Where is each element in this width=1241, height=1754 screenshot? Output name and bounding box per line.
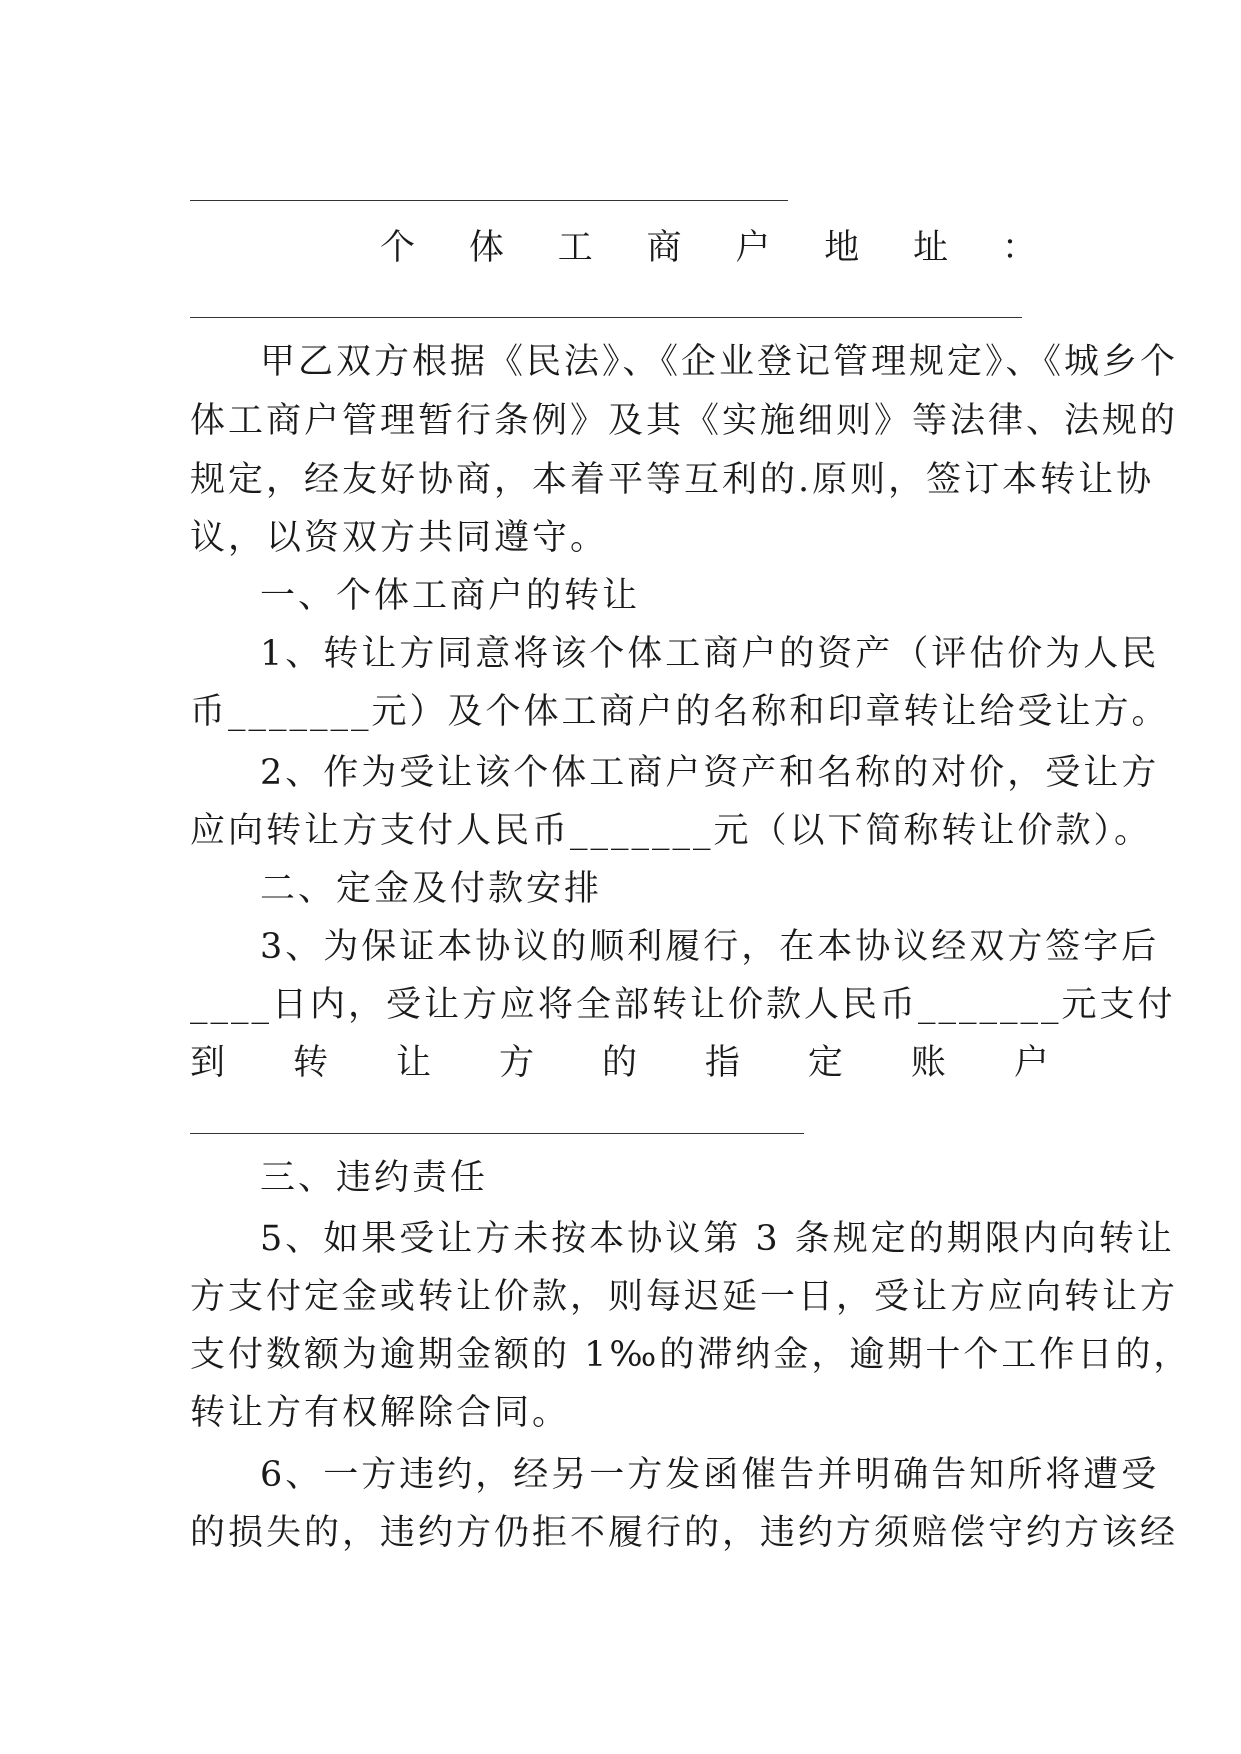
section-1-title: 一、个体工商户的转让: [260, 576, 641, 616]
item-1-line-1: 1、转让方同意将该个体工商户的资产（评估价为人民: [260, 634, 1160, 674]
account-char: 账: [910, 1043, 949, 1083]
item-5-line-3: 支付数额为逾期金额的 1‰的滞纳金，逾期十个工作日的，: [190, 1335, 1192, 1375]
address-char: 体: [468, 228, 507, 268]
address-char: 工: [557, 228, 596, 268]
address-char: ：: [1001, 228, 1040, 268]
blank-line-account: [190, 1133, 804, 1134]
item-5-line-4: 转让方有权解除合同。: [190, 1393, 571, 1433]
item-6-line-2: 的损失的，违约方仍拒不履行的，违约方须赔偿守约方该经: [190, 1513, 1179, 1553]
address-char: 个: [380, 228, 419, 268]
item-3-account-line: [190, 1041, 1052, 1085]
intro-line-1: 甲乙双方根据《民法》、《企业登记管理规定》、《城乡个: [260, 342, 1179, 382]
account-char: 方: [498, 1043, 537, 1083]
address-line: [380, 226, 1040, 270]
section-2-title: 二、定金及付款安排: [260, 869, 603, 909]
account-char: 指: [704, 1043, 743, 1083]
address-char: 地: [824, 228, 863, 268]
item-6-line-1: 6、一方违约，经另一方发函催告并明确告知所将遭受: [260, 1455, 1160, 1495]
address-char: 址: [913, 228, 952, 268]
account-char: 定: [807, 1043, 846, 1083]
account-char: 户: [1013, 1043, 1052, 1083]
item-3-line-1: 3、为保证本协议的顺利履行，在本协议经双方签字后: [260, 927, 1160, 967]
item-3-line-2: ____日内，受让方应将全部转让价款人民币_______元支付: [190, 985, 1176, 1025]
intro-line-4: 议，以资双方共同遵守。: [190, 518, 609, 558]
account-char: 转: [292, 1043, 331, 1083]
section-3-title: 三、违约责任: [260, 1158, 489, 1198]
address-char: 商: [646, 228, 685, 268]
intro-line-2: 体工商户管理暂行条例》及其《实施细则》等法律、法规的: [190, 401, 1179, 441]
blank-line-top: [190, 200, 788, 201]
item-2-line-1: 2、作为受让该个体工商户资产和名称的对价，受让方: [260, 753, 1160, 793]
item-5-line-1: 5、如果受让方未按本协议第 3 条规定的期限内向转让: [260, 1219, 1175, 1259]
blank-line-address: [190, 317, 1022, 318]
item-5-line-2: 方支付定金或转让价款，则每迟延一日，受让方应向转让方: [190, 1277, 1179, 1317]
account-char: 让: [395, 1043, 434, 1083]
account-char: 的: [601, 1043, 640, 1083]
item-1-line-2: 币_______元）及个体工商户的名称和印章转让给受让方。: [190, 692, 1170, 732]
intro-line-3: 规定，经友好协商，本着平等互利的.原则，签订本转让协: [190, 460, 1155, 500]
item-2-line-2: 应向转让方支付人民币_______元（以下简称转让价款）。: [190, 811, 1153, 851]
account-char: 到: [190, 1043, 229, 1083]
address-char: 户: [735, 228, 774, 268]
